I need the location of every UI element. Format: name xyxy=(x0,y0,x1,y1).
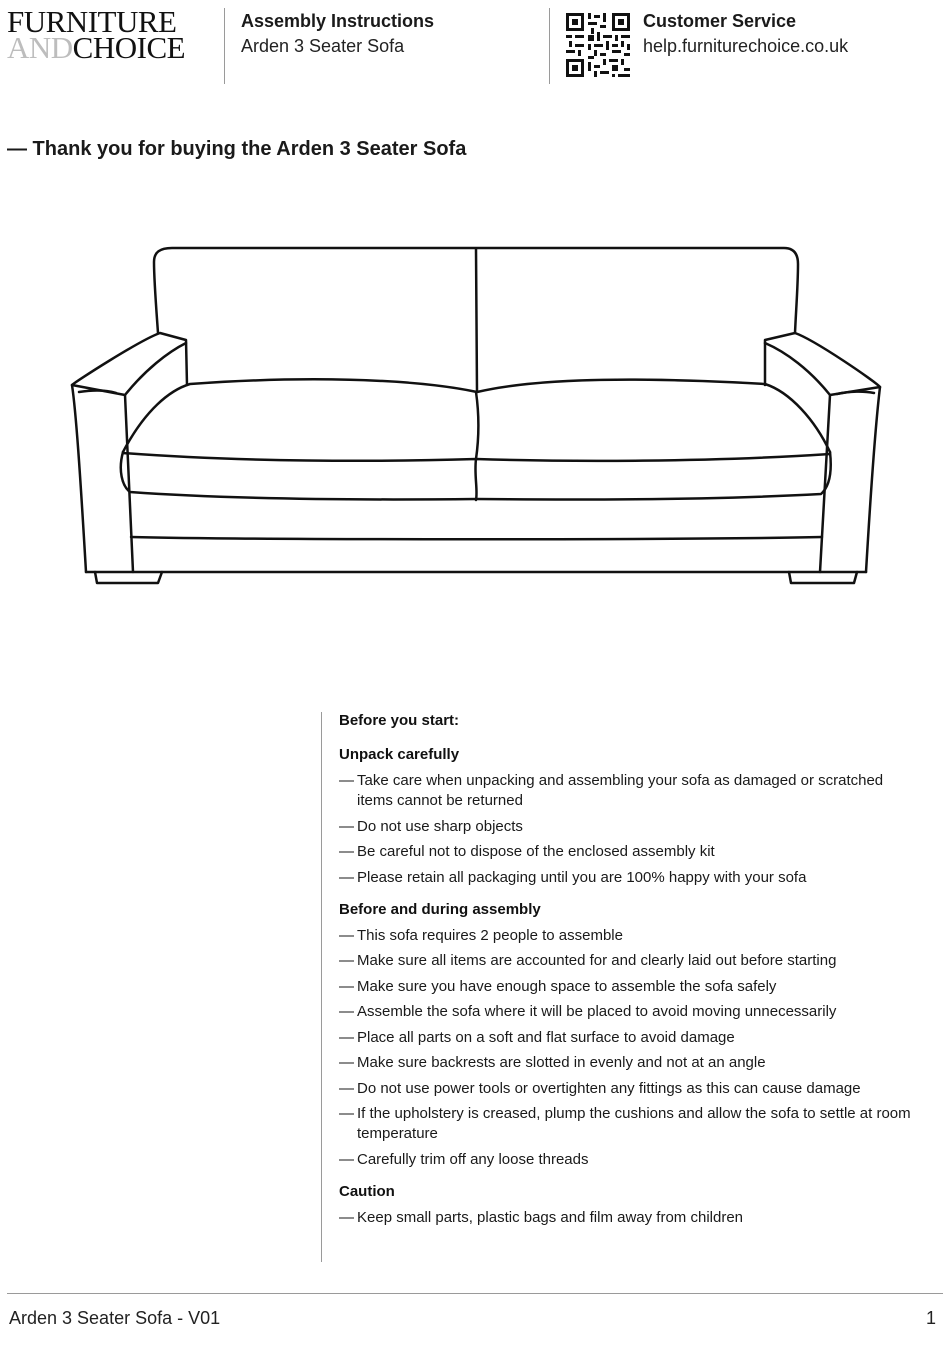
instruction-list xyxy=(339,926,921,1170)
list-item: — Carefully trim off any loose threads xyxy=(339,1150,589,1168)
customer-service-link[interactable]: help.furniturechoice.co.uk xyxy=(643,36,849,56)
list-item: — Make sure you have enough space to assemble the sofa safely xyxy=(339,977,777,995)
customer-service-title: Customer Service xyxy=(643,11,797,31)
list-item: — Assemble the sofa where it will be placed to avoid moving unnecessarily xyxy=(339,1003,837,1020)
list-item: — Do not use power tools or overtighten any fittings as this can cause damage xyxy=(339,1079,861,1097)
footer-document-name: Arden 3 Seater Sofa - V01 xyxy=(9,1308,221,1328)
instructions-intro: Before you start: xyxy=(339,712,460,729)
qr-code-icon xyxy=(566,13,630,77)
section-title: Caution xyxy=(339,1182,395,1200)
footer-divider xyxy=(7,1293,943,1294)
customer-service xyxy=(643,10,848,60)
page-number: 1 xyxy=(925,1308,936,1328)
list-item: — Please retain all packaging until you are 100% happy with your sofa xyxy=(339,868,807,886)
list-item: — Place all parts on a soft and flat surface to avoid damage xyxy=(339,1028,735,1046)
list-item: — Make sure all items are accounted for and clearly laid out before starting xyxy=(339,952,837,969)
section-title: Unpack carefully xyxy=(339,746,460,763)
brand-logo xyxy=(7,4,186,65)
logo-line-1: FURNITURE xyxy=(7,4,177,39)
instructions-panel xyxy=(321,712,921,1262)
product-name: Arden 3 Seater Sofa xyxy=(241,36,405,56)
list-item: — Do not use sharp objects xyxy=(339,817,523,835)
list-item: — This sofa requires 2 people to assemble xyxy=(339,926,623,944)
header-divider-1 xyxy=(224,8,225,84)
logo-choice: CHOICE xyxy=(72,30,186,65)
instruction-list xyxy=(339,1208,921,1228)
document-info xyxy=(241,10,434,60)
sofa-illustration xyxy=(60,235,890,595)
page-title: — Thank you for buying the Arden 3 Seater Sofa xyxy=(7,138,467,160)
section-title: Before and during assembly xyxy=(339,900,541,918)
list-item: — Be careful not to dispose of the enclosed assembly kit xyxy=(339,843,715,860)
logo-line-2 xyxy=(7,30,186,65)
list-item: — Keep small parts, plastic bags and film away from children xyxy=(339,1208,744,1226)
list-item: — Make sure backrests are slotted in evenly and not at an angle xyxy=(339,1054,766,1071)
logo-and: AND xyxy=(7,30,73,65)
header-divider-2 xyxy=(549,8,550,84)
list-item: — Take care when unpacking and assembling your sofa as damaged or scratched items cannot be returned xyxy=(339,772,884,809)
list-item: — If the upholstery is creased, plump the cushions and allow the sofa to settle at room temperature xyxy=(339,1105,911,1142)
document-type: Assembly Instructions xyxy=(241,11,435,31)
instruction-list xyxy=(339,771,921,888)
